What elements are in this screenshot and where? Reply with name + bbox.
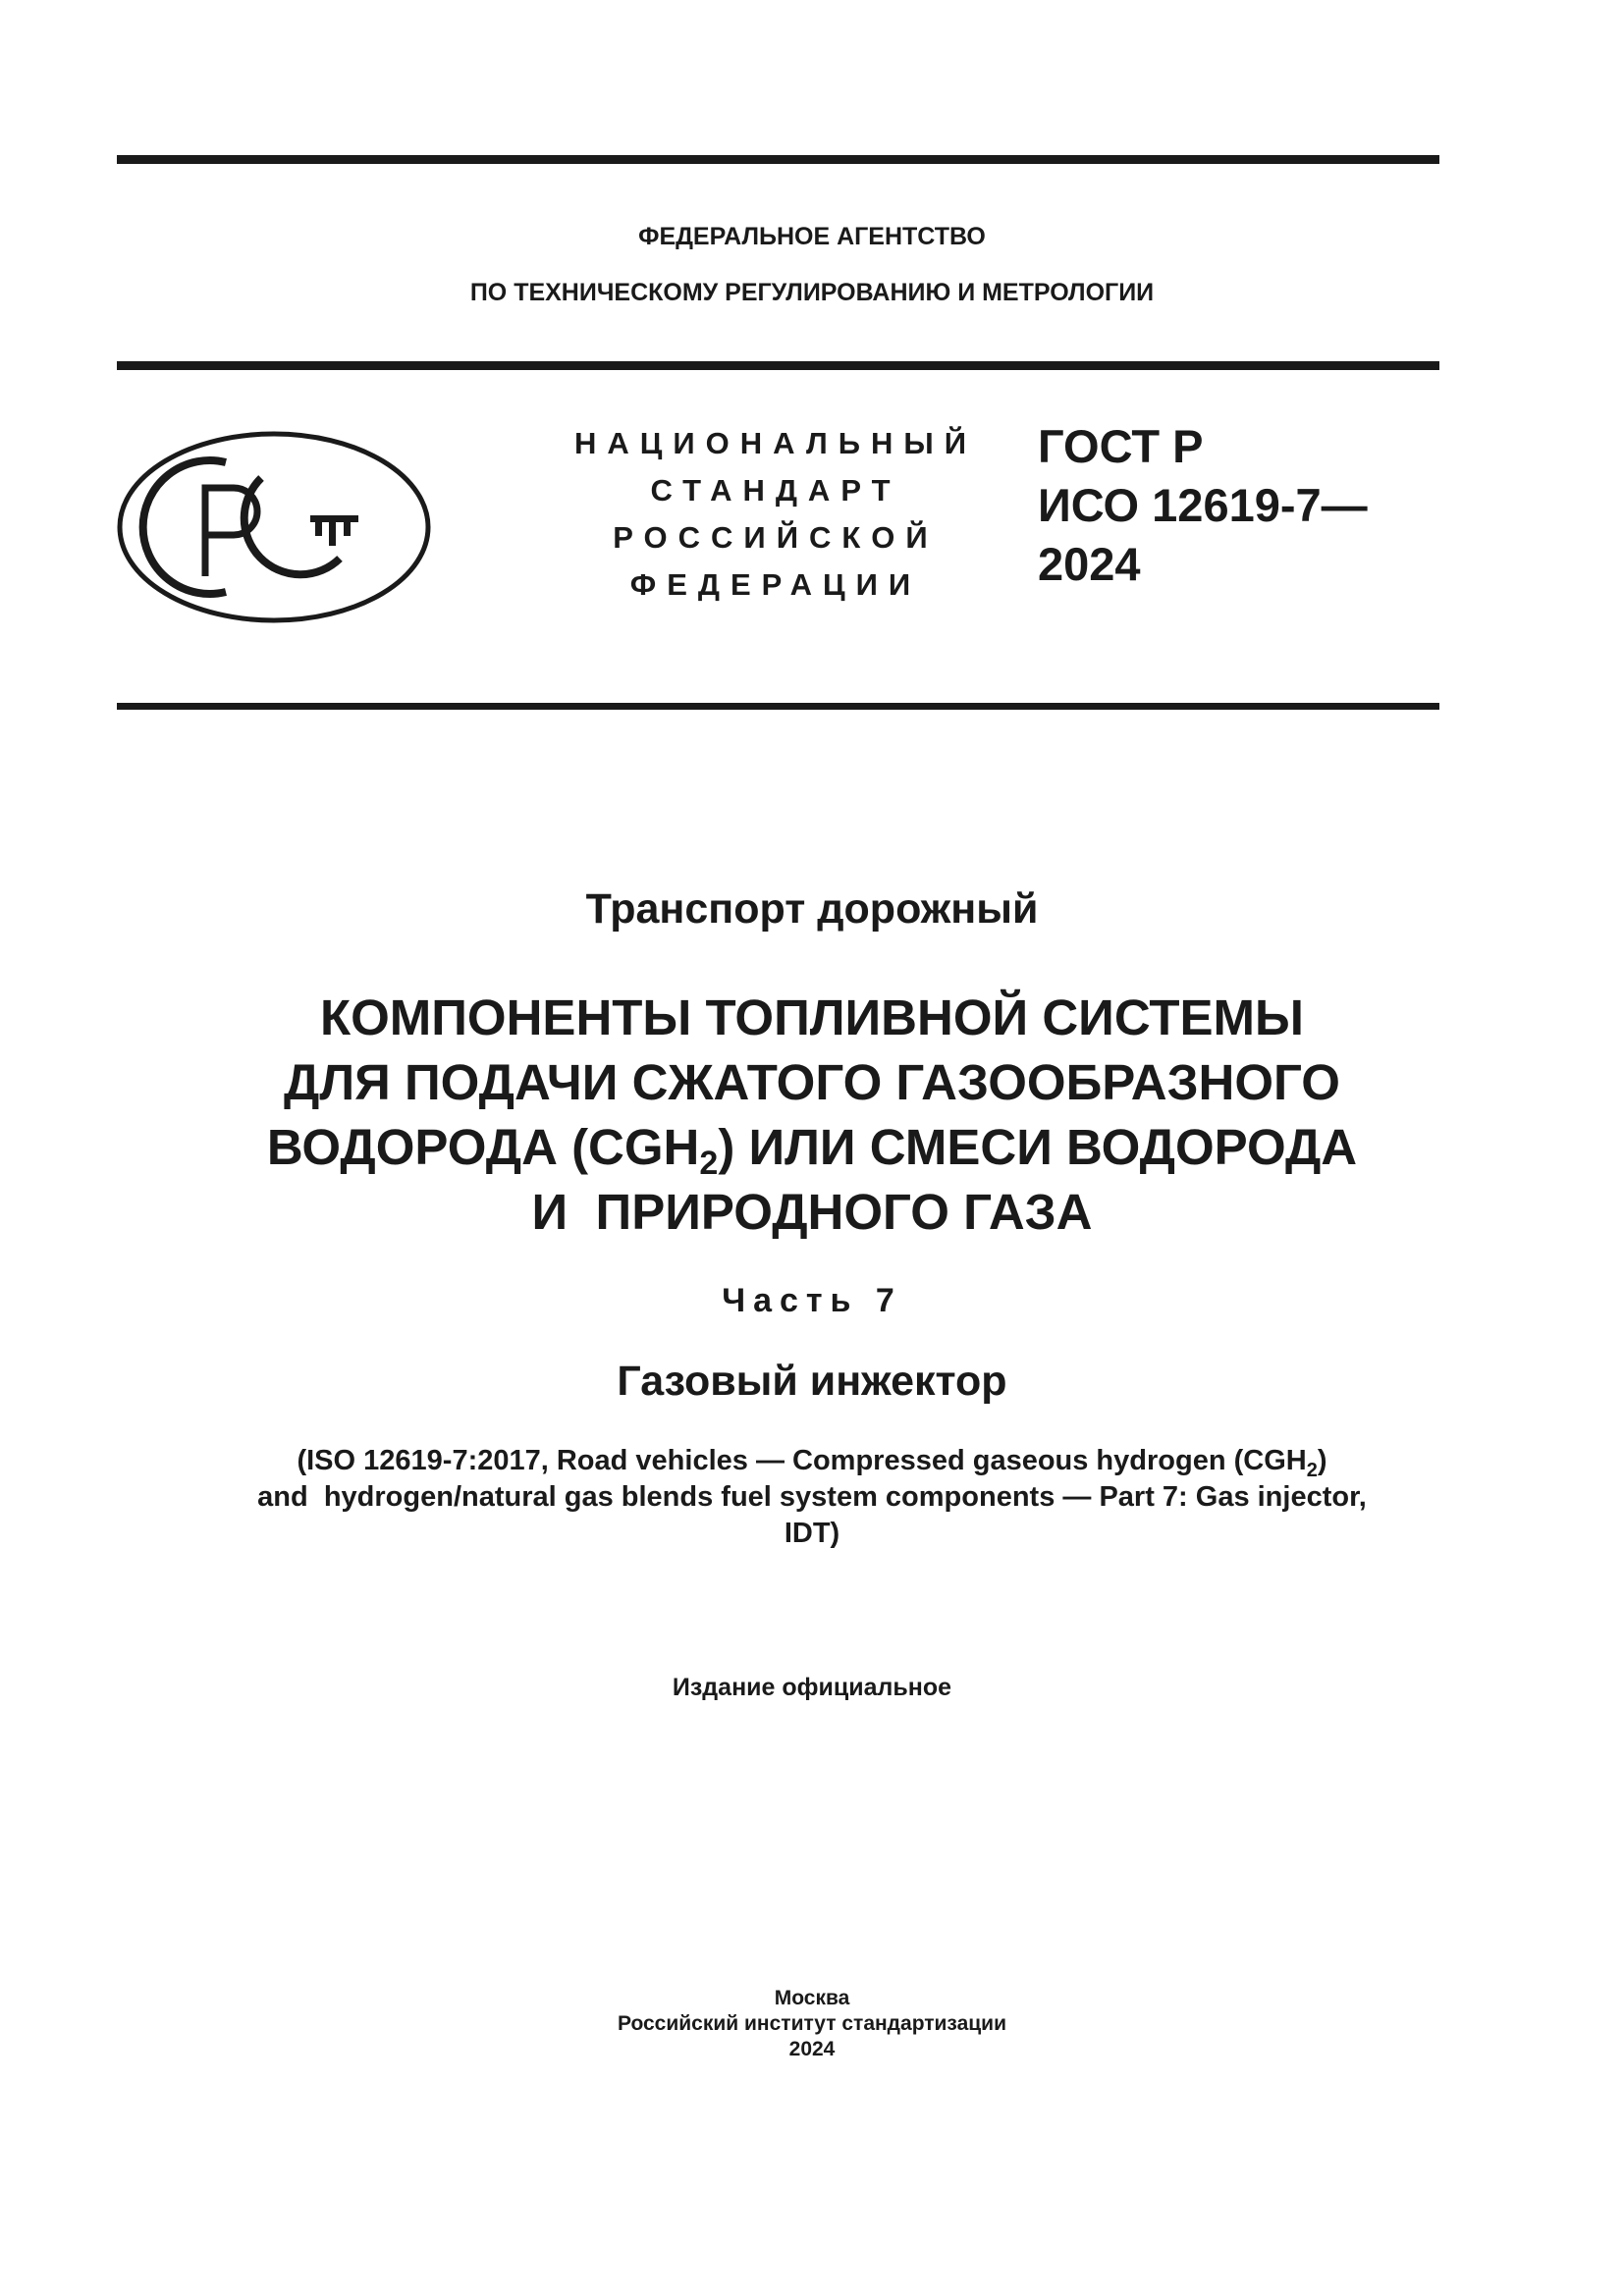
main-title-line-1: КОМПОНЕНТЫ ТОПЛИВНОЙ СИСТЕМЫ bbox=[320, 989, 1304, 1045]
designation-line-3: 2024 bbox=[1038, 538, 1141, 590]
imprint bbox=[0, 1986, 1624, 2062]
main-title-line-3 bbox=[0, 1115, 1624, 1180]
edition-label: Издание официальное bbox=[672, 1674, 952, 1701]
header-bottom-rule bbox=[117, 703, 1439, 710]
designation-line-1: ГОСТ Р bbox=[1038, 420, 1204, 472]
main-title-line-3-pre: ВОДОРОДА (CGH bbox=[266, 1119, 700, 1175]
national-line-3: РОССИЙСКОЙ bbox=[613, 520, 939, 555]
imprint-year: 2024 bbox=[788, 2038, 836, 2060]
iso-line-1-post: ) bbox=[1317, 1445, 1327, 1476]
imprint-publisher: Российский институт стандартизации bbox=[617, 2012, 1007, 2035]
agency-line-1: ФЕДЕРАЛЬНОЕ АГЕНТСТВО bbox=[638, 223, 986, 250]
main-title-line-3-post: ) ИЛИ СМЕСИ ВОДОРОДА bbox=[718, 1119, 1358, 1175]
agency-line-2: ПО ТЕХНИЧЕСКОМУ РЕГУЛИРОВАНИЮ И МЕТРОЛОГИИ bbox=[469, 279, 1155, 306]
agency-rule bbox=[117, 361, 1439, 370]
iso-line-2: and hydrogen/natural gas blends fuel system components — Part 7: Gas injector, bbox=[257, 1481, 1367, 1513]
iso-reference bbox=[0, 1443, 1624, 1552]
main-title-subscript: 2 bbox=[699, 1145, 719, 1182]
national-line-1: НАЦИОНАЛЬНЫЙ bbox=[573, 426, 978, 460]
iso-line-1-pre: (ISO 12619-7:2017, Road vehicles — Compressed gaseous hydrogen (CGH bbox=[297, 1445, 1307, 1476]
iso-line-1 bbox=[0, 1443, 1624, 1479]
agency-name bbox=[0, 222, 1624, 307]
gost-r-mark-icon bbox=[116, 429, 432, 625]
standard-designation bbox=[1038, 417, 1368, 594]
imprint-city: Москва bbox=[774, 1987, 850, 2009]
part-number: Часть 7 bbox=[722, 1282, 902, 1319]
part-title: Газовый инжектор bbox=[617, 1358, 1007, 1405]
national-line-4: ФЕДЕРАЦИИ bbox=[629, 567, 922, 602]
national-line-2: СТАНДАРТ bbox=[650, 473, 901, 507]
designation-line-2: ИСО 12619-7— bbox=[1038, 479, 1368, 531]
iso-subscript: 2 bbox=[1306, 1460, 1318, 1481]
national-standard-label bbox=[530, 420, 1021, 609]
main-title-line-4: И ПРИРОДНОГО ГАЗА bbox=[531, 1184, 1093, 1240]
title-group: Транспорт дорожный bbox=[585, 885, 1039, 933]
iso-line-3: IDT) bbox=[784, 1518, 840, 1549]
main-title-line-2: ДЛЯ ПОДАЧИ СЖАТОГО ГАЗООБРАЗНОГО bbox=[284, 1054, 1340, 1110]
top-rule bbox=[117, 155, 1439, 164]
main-title bbox=[0, 986, 1624, 1245]
